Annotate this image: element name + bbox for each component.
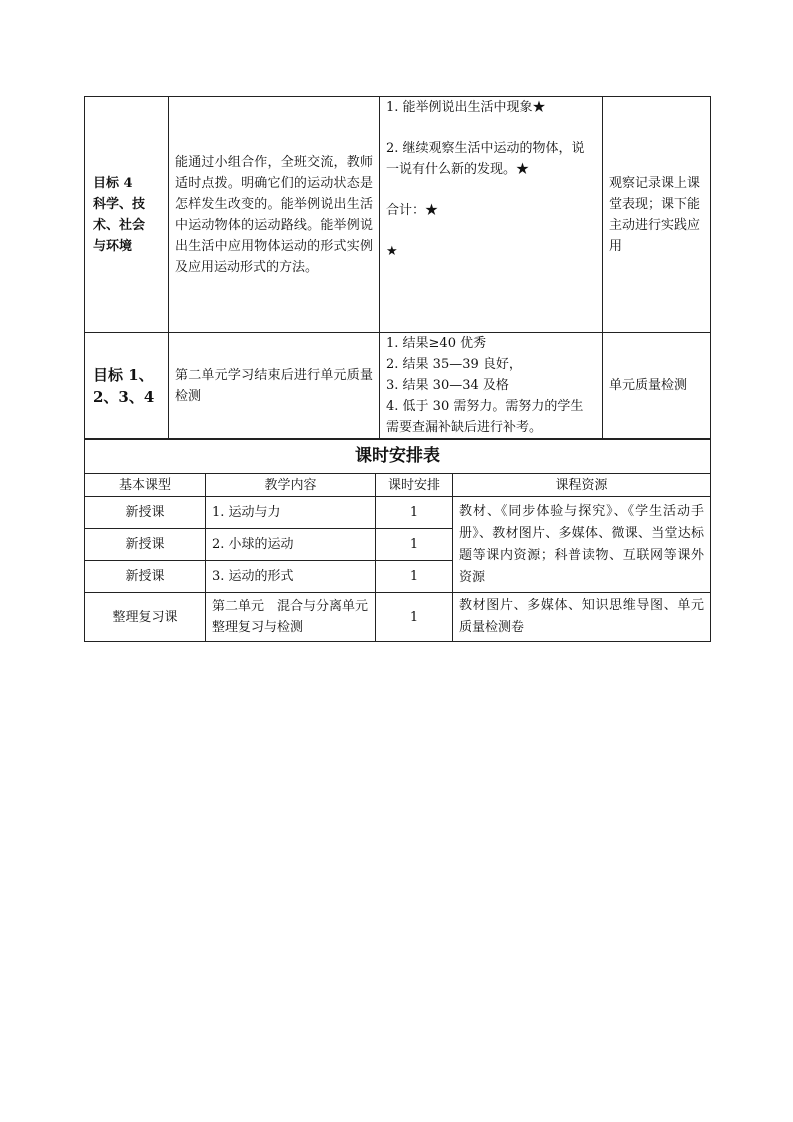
content-cell: 能通过小组合作，全班交流，教师适时点拨。明确它们的运动状态是怎样发生改变的。能举例说出生活中运动物体的运动路线。能举例说出生活中应用物体运动的形式实例及应用运动形式的方法。	[169, 97, 380, 333]
goal-cell	[85, 97, 169, 333]
resources-cell: 教材图片、多媒体、知识思维导图、单元质量检测卷	[453, 593, 711, 642]
lesson-type: 新授课	[85, 561, 206, 593]
content-cell: 第二单元学习结束后进行单元质量检测	[169, 333, 380, 439]
criteria-item: 4. 低于 30 需努力。需努力的学生需要查漏补缺后进行补考。	[386, 399, 584, 435]
lesson-hours: 1	[376, 529, 453, 561]
criteria-item: 2. 继续观察生活中运动的物体，说一说有什么新的发现。★	[386, 141, 585, 177]
lesson-type: 整理复习课	[85, 593, 206, 642]
goal-line: 目标 1、	[93, 365, 154, 384]
criteria-cell	[380, 97, 603, 333]
resources-cell: 教材、《同步体验与探究》、《学生活动手册》、教材图片、多媒体、微课、当堂达标题等课内资源；科普读物、互联网等课外资源	[453, 497, 711, 593]
schedule-table	[84, 439, 711, 642]
header-cell: 教学内容	[206, 474, 376, 497]
lesson-type: 新授课	[85, 529, 206, 561]
lesson-hours: 1	[376, 593, 453, 642]
header-cell: 基本课型	[85, 474, 206, 497]
lesson-content: 1. 运动与力	[206, 497, 376, 529]
evaluation-row-goal4	[85, 97, 711, 333]
criteria-item: 合计：★	[386, 203, 439, 218]
criteria-item: 2. 结果 35—39 良好，	[386, 357, 522, 372]
lesson-content: 2. 小球的运动	[206, 529, 376, 561]
goal-cell	[85, 333, 169, 439]
goal-line: 科学、技	[93, 196, 146, 212]
evaluation-table	[84, 96, 711, 439]
header-cell: 课时安排	[376, 474, 453, 497]
goal-line: 目标 4	[93, 175, 133, 191]
schedule-row	[85, 593, 711, 642]
criteria-item: ★	[386, 244, 398, 259]
lesson-hours: 1	[376, 561, 453, 593]
schedule-row	[85, 497, 711, 529]
schedule-title: 课时安排表	[85, 440, 711, 474]
lesson-type: 新授课	[85, 497, 206, 529]
criteria-item: 3. 结果 30—34 及格	[386, 378, 509, 393]
schedule-header-row	[85, 474, 711, 497]
evaluation-row-goal-all	[85, 333, 711, 439]
criteria-item: 1. 能举例说出生活中现象★	[386, 100, 546, 115]
lesson-content: 3. 运动的形式	[206, 561, 376, 593]
header-cell: 课程资源	[453, 474, 711, 497]
method-cell: 观察记录课上课堂表现；课下能主动进行实践应用	[603, 97, 711, 333]
lesson-content: 第二单元 混合与分离单元整理复习与检测	[206, 593, 376, 642]
criteria-item: 1. 结果≥40 优秀	[386, 336, 487, 351]
goal-line: 2、3、4	[93, 387, 155, 406]
criteria-cell	[380, 333, 603, 439]
schedule-title-row	[85, 440, 711, 474]
lesson-hours: 1	[376, 497, 453, 529]
method-cell: 单元质量检测	[603, 333, 711, 439]
goal-line: 与环境	[93, 238, 133, 254]
goal-line: 术、社会	[93, 217, 146, 233]
